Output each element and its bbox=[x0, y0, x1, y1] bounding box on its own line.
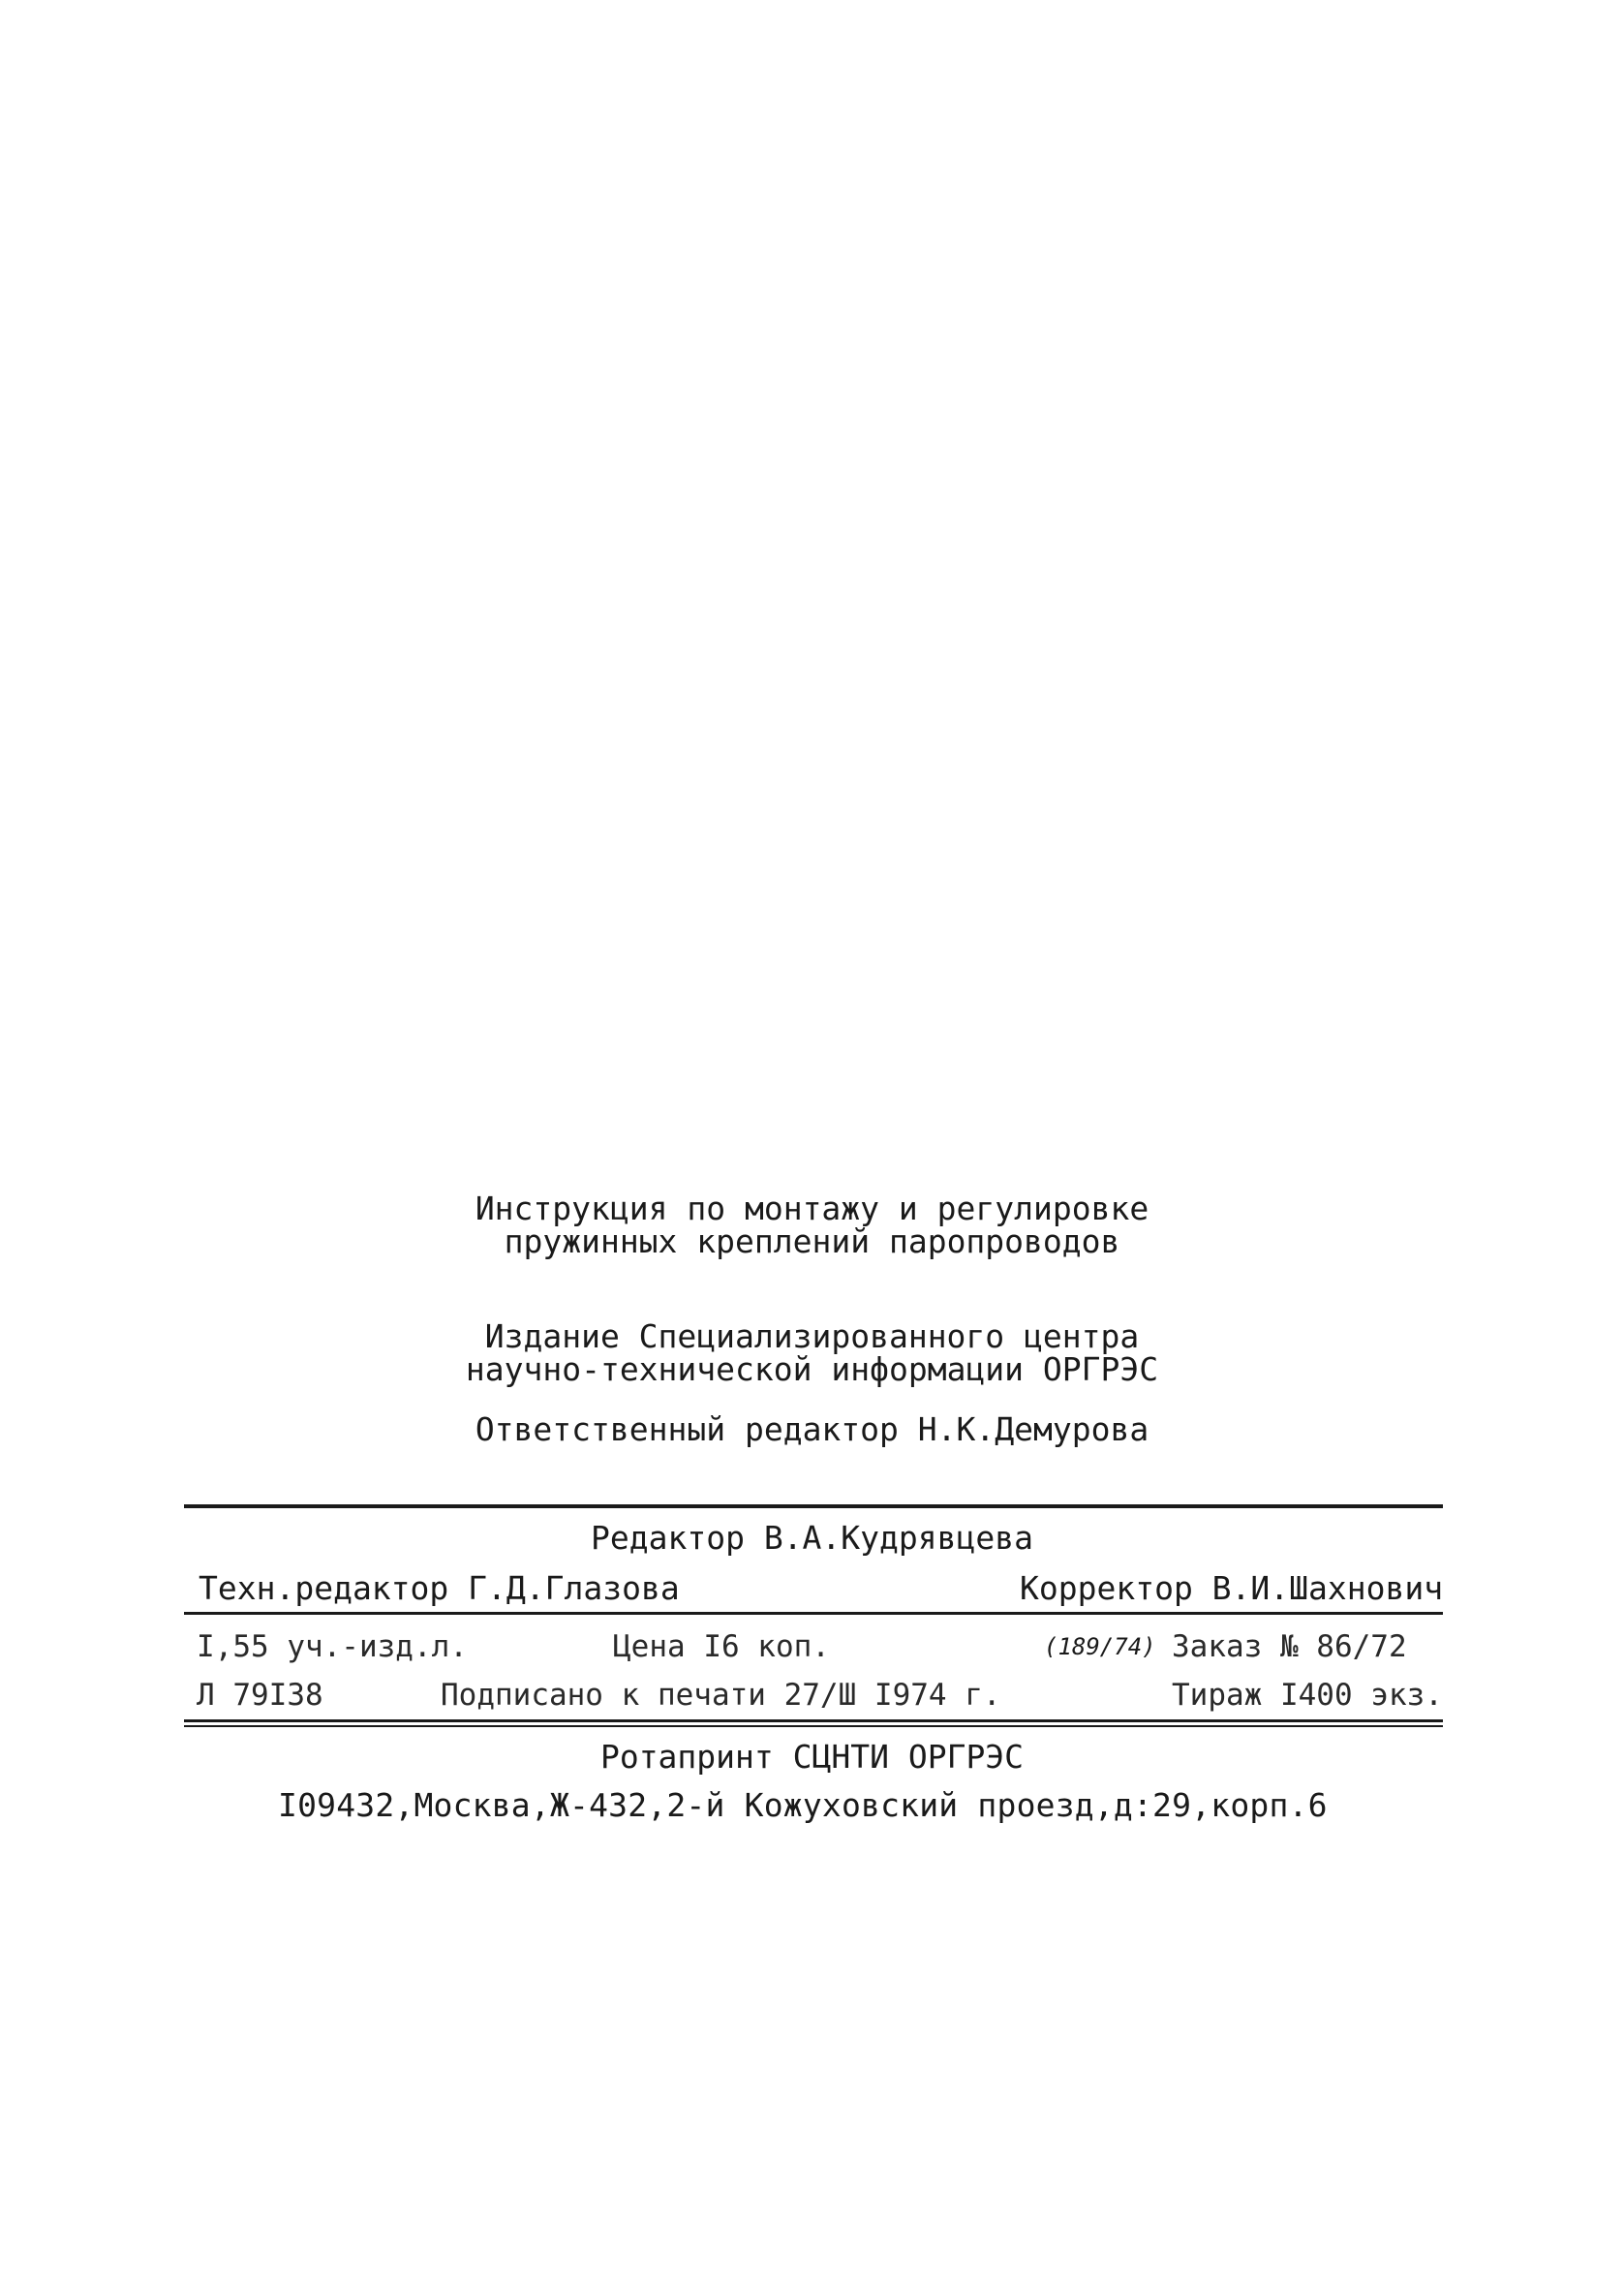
license: Л 79I38 bbox=[197, 1678, 323, 1713]
title-line-1: Инструкция по монтажу и регулировке bbox=[475, 1190, 1149, 1227]
tech-editor: Техн.редактор Г.Д.Глазова bbox=[199, 1569, 680, 1607]
order-code: (189/74) bbox=[1044, 1633, 1156, 1660]
corrector: Корректор В.И.Шахнович bbox=[1020, 1569, 1444, 1607]
publisher-line-1: Издание Специализированного центра bbox=[484, 1317, 1140, 1355]
price: Цена I6 коп. bbox=[613, 1629, 830, 1664]
sheets: I,55 уч.-изд.л. bbox=[197, 1629, 468, 1664]
middle-rule bbox=[184, 1612, 1443, 1615]
bottom-rule-1 bbox=[184, 1719, 1443, 1722]
editor-line: Редактор В.А.Кудрявцева bbox=[591, 1519, 1033, 1557]
bottom-rule-2 bbox=[184, 1725, 1443, 1727]
order-number: Заказ № 86/72 bbox=[1172, 1629, 1407, 1664]
top-rule bbox=[184, 1504, 1443, 1508]
responsible-editor: Ответственный редактор Н.К.Демурова bbox=[475, 1410, 1149, 1448]
address: I09432,Москва,Ж-432,2-й Кожуховский проезд,д:29,корп.6 bbox=[278, 1786, 1328, 1824]
signed-to-print: Подписано к печати 27/Ш I974 г. bbox=[441, 1678, 1001, 1713]
title-line-2: пружинных креплений паропроводов bbox=[504, 1222, 1120, 1260]
printer: Ротапринт СЦНТИ ОРГРЭС bbox=[599, 1738, 1025, 1776]
print-run: Тираж I400 экз. bbox=[1172, 1678, 1443, 1713]
publisher-line-2: научно-технической информации ОРГРЭС bbox=[465, 1350, 1159, 1388]
